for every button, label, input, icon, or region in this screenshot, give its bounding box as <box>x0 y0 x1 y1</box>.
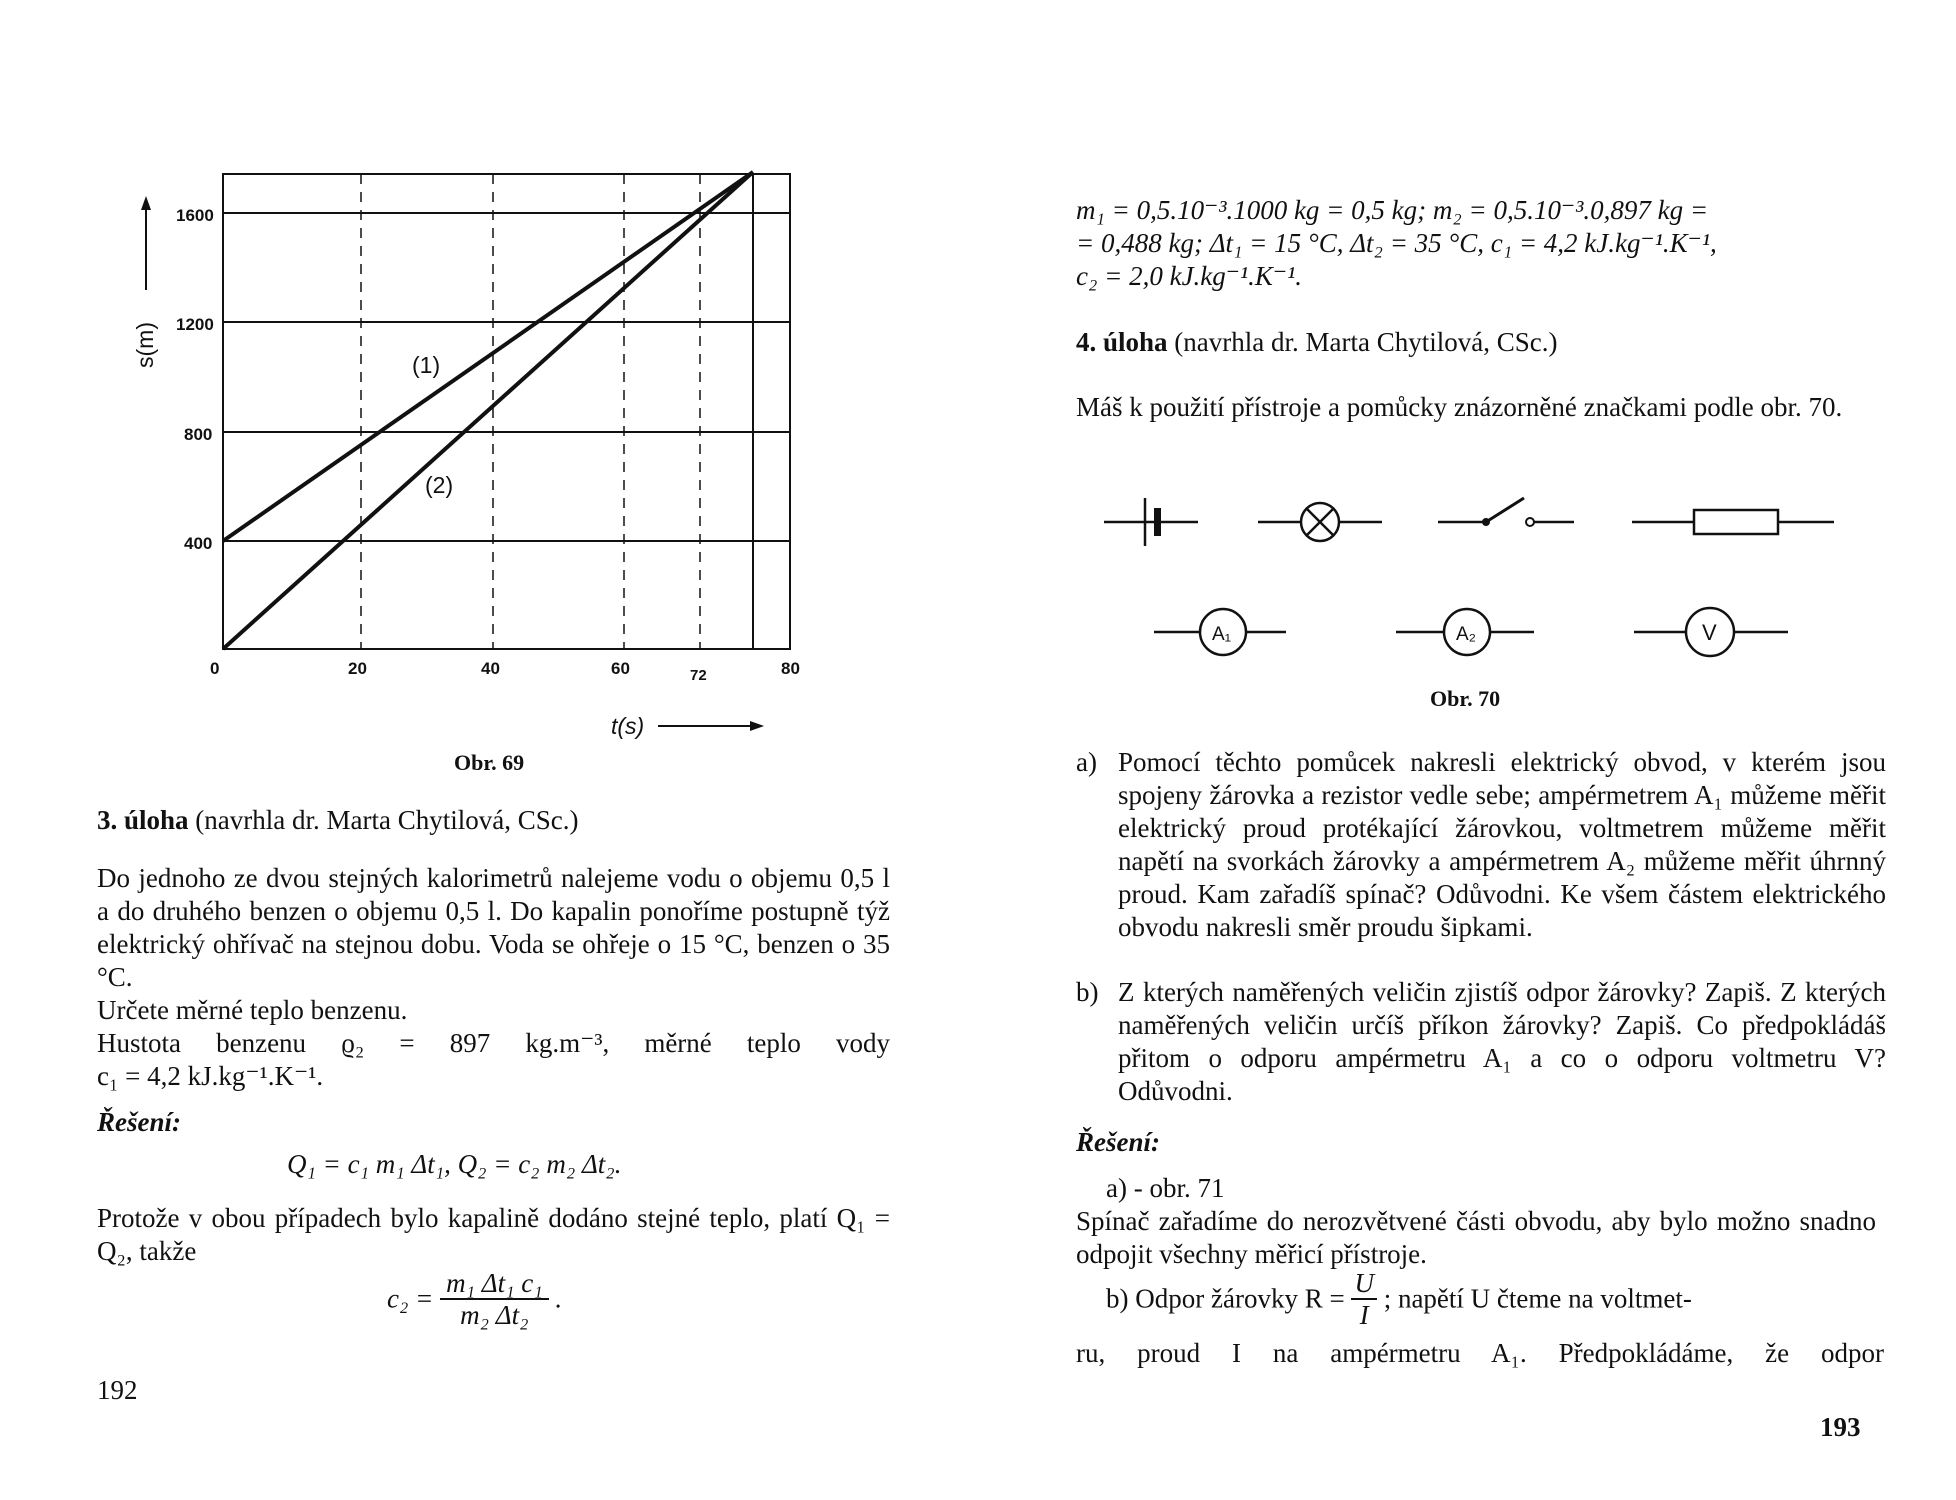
sol-b-numerator: U <box>1351 1268 1377 1300</box>
item-a-text: Pomocí těchto pomůcek nakresli elektrický obvod, v kterém jsou spojeny žárovka a rezistor vedle sebe; ampérmetrem A₁ můžeme měřit elektrický proud protékající žárovkou, voltmetrem můžeme měřit napětí na svorkách žárovky a ampérmetrem A₂ můžeme měřit úhrnný proud. Kam zařadíš spínač? Odůvodni. Ke všem částem elektrického obvodu nakresli směr proudu šipkami. <box>1118 747 1886 942</box>
task4-author: (navrhla dr. Marta Chytilová, CSc.) <box>1174 327 1558 357</box>
eq2-denominator: m₂ Δt₂ <box>460 1300 529 1330</box>
task3-equation-1: Q₁ = c₁ m₁ Δt₁, Q₂ = c₂ m₂ Δt₂. <box>287 1149 622 1179</box>
figure-69-caption: Obr. 69 <box>454 750 525 775</box>
values-line1: m₁ = 0,5.10⁻³.1000 kg = 0,5 kg; m₂ = 0,5.10⁻³.0,897 kg = <box>1076 195 1709 225</box>
solution-a-text: Spínač zařadíme do nerozvětvené části obvodu, aby bylo možno snadno odpojit všechny měřicí přístroje. <box>1076 1206 1876 1269</box>
voltmeter-symbol <box>1634 608 1788 656</box>
ammeter-a2-label: A₂ <box>1456 624 1477 645</box>
line1-label: (1) <box>412 352 441 378</box>
values-line2: = 0,488 kg; Δt₁ = 15 °C, Δt₂ = 35 °C, c₁ = 4,2 kJ.kg⁻¹.K⁻¹, <box>1076 228 1717 258</box>
item-a-marker: a) <box>1076 747 1097 777</box>
sol-b-denominator: I <box>1359 1300 1369 1330</box>
task4-heading <box>1076 326 1888 359</box>
task4-number: 4. úloha <box>1076 327 1168 357</box>
x-tick-20: 20 <box>348 659 367 678</box>
switch-symbol <box>1438 498 1574 526</box>
sol-b-prefix: b) Odpor žárovky R = <box>1106 1283 1345 1314</box>
sol-b-fraction <box>1351 1268 1377 1330</box>
y-tick-1200: 1200 <box>176 315 214 334</box>
x-tick-0: 0 <box>210 659 220 678</box>
solution-b-line2: ru, proud I na ampérmetru A₁. Předpokládáme, že odpor <box>1076 1338 1884 1368</box>
eq2-lhs: c₂ = <box>387 1283 434 1314</box>
y-tick-400: 400 <box>184 534 213 553</box>
task4-solution-label: Řešení: <box>1076 1127 1160 1157</box>
y-axis-label: s(m) <box>132 322 158 368</box>
solution-a: a) - obr. 71 <box>1106 1173 1225 1203</box>
task3-determine: Určete měrné teplo benzenu. <box>97 995 408 1025</box>
x-tick-60: 60 <box>611 659 630 678</box>
task3-paragraph-2: Protože v obou případech bylo kapalině dodáno stejné teplo, platí Q₁ = Q₂, takže <box>97 1203 890 1266</box>
ammeter-a1-label: A₁ <box>1212 624 1232 645</box>
figure-70-symbols <box>1076 480 1876 660</box>
y-tick-800: 800 <box>184 425 213 444</box>
battery-symbol <box>1104 498 1198 546</box>
y-tick-1600: 1600 <box>176 206 214 225</box>
page-number-left: 192 <box>97 1375 138 1405</box>
x-axis-label: t(s) <box>611 713 645 739</box>
item-b-marker: b) <box>1076 977 1099 1007</box>
task3-author: (navrhla dr. Marta Chytilová, CSc.) <box>195 805 579 835</box>
x-tick-80: 80 <box>781 659 800 678</box>
eq2-end: . <box>555 1283 563 1314</box>
x-tick-72: 72 <box>690 667 707 684</box>
item-b-text: Z kterých naměřených veličin zjistíš odpor žárovky? Zapiš. Z kterých naměřených veličin určíš příkon žárovky? Zapiš. Co předpokládáš přitom o odporu ampérmetru A₁ a co o odporu voltmetru V? Odůvodni. <box>1118 977 1886 1106</box>
ammeter-a1-symbol <box>1154 609 1286 655</box>
page-number-right: 193 <box>1820 1412 1861 1442</box>
values-line3: c₂ = 2,0 kJ.kg⁻¹.K⁻¹. <box>1076 261 1302 291</box>
task3-paragraph: Do jednoho ze dvou stejných kalorimetrů nalejeme vodu o objemu 0,5 l a do druhého benzen o objemu 0,5 l. Do kapalin ponoříme postupně týž elektrický ohřívač na stejnou dobu. Voda se ohřeje o 15 °C, benzen o 35 °C. <box>97 863 890 992</box>
ammeter-a2-symbol <box>1396 609 1534 655</box>
eq2-numerator: m₁ Δt₁ c₁ <box>440 1268 549 1300</box>
figure-70-caption: Obr. 70 <box>1430 686 1501 711</box>
task4-intro: Máš k použití přístroje a pomůcky znázorněné značkami podle obr. 70. <box>1076 392 1843 422</box>
sol-b-suffix: ; napětí U čteme na voltmet- <box>1383 1283 1692 1314</box>
task3-solution-label: Řešení: <box>97 1107 181 1137</box>
line2-label: (2) <box>425 472 454 498</box>
x-tick-40: 40 <box>481 659 500 678</box>
task3-number: 3. úloha <box>97 805 189 835</box>
task3-density-line2: c₁ = 4,2 kJ.kg⁻¹.K⁻¹. <box>97 1061 324 1091</box>
task3-density-line1: Hustota benzenu ϱ₂ = 897 kg.m⁻³, měrné teplo vody <box>97 1028 890 1058</box>
lamp-symbol <box>1258 503 1382 541</box>
voltmeter-label: V <box>1702 620 1717 645</box>
solution-b-line1 <box>1106 1268 1888 1330</box>
resistor-symbol <box>1632 510 1834 534</box>
